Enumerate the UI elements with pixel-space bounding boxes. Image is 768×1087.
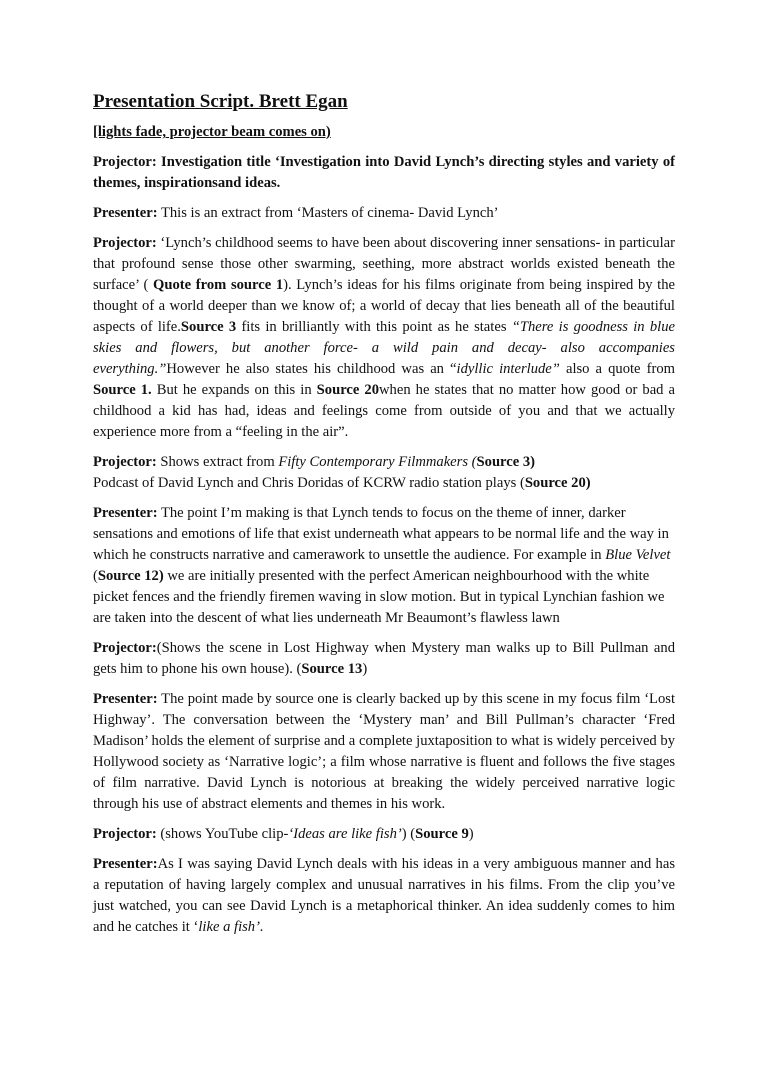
- source-reference: Source 13: [301, 661, 363, 677]
- stage-direction: [93, 122, 675, 143]
- speaker-label: Presenter:: [93, 691, 158, 707]
- quote-text: like a fish’.: [198, 919, 264, 935]
- paragraph-presenter-extract: [93, 203, 675, 224]
- projector-title-text: Investigation title ‘Investigation into David Lynch’s directing styles and variety of themes, inspirationsand ideas.: [93, 154, 675, 191]
- speaker-label: Projector:: [93, 454, 157, 470]
- text-line: [93, 473, 675, 494]
- paragraph-text: (shows YouTube clip-: [156, 826, 289, 842]
- source-reference: Source 9: [415, 826, 469, 842]
- source-reference: Source 20): [524, 475, 591, 491]
- source-reference: Source 3: [180, 319, 237, 335]
- speaker-label: Projector:: [93, 640, 157, 656]
- page-title: Presentation Script. Brett Egan: [93, 91, 348, 112]
- source-reference: Quote from source 1: [153, 277, 284, 293]
- source-reference: Source 20: [316, 382, 380, 398]
- paragraph-presenter-ideas: [93, 854, 675, 938]
- source-reference: Source 1.: [93, 382, 152, 398]
- paragraph-text: Podcast of David Lynch and Chris Doridas of KCRW radio station plays (: [93, 475, 525, 491]
- source-reference: Source 3): [476, 454, 536, 470]
- paragraph-text: we are initially presented with the perfect American neighbourhood with the white picket fences and the friendly firemen waving in slow motion. But in typical Lynchian fashion we are taken into the descent of what lies underneath Mr Beaumont’s flawless lawn: [93, 568, 665, 626]
- paragraph-projector-title: [93, 152, 675, 194]
- paragraph-text: However he also states his childhood was an “: [166, 361, 457, 377]
- film-title: Blue Velvet: [605, 547, 671, 563]
- quote-text: idyllic interlude”: [456, 361, 560, 377]
- paragraph-text: ): [468, 826, 474, 842]
- speaker-label: Projector:: [93, 154, 157, 170]
- speaker-label: Presenter:: [93, 205, 158, 221]
- paragraph-projector-quote: [93, 233, 675, 443]
- book-title: Fifty Contemporary Filmmakers (: [278, 454, 477, 470]
- paragraph-text: fits in brilliantly with this point as he states: [236, 319, 512, 335]
- source-reference: Source 12): [97, 568, 164, 584]
- paragraph-presenter-point: [93, 503, 675, 629]
- paragraph-text: also a quote from: [559, 361, 675, 377]
- clip-title: ‘Ideas are like fish’: [288, 826, 402, 842]
- paragraph-text: This is an extract from ‘Masters of cinema- David Lynch’: [157, 205, 499, 221]
- paragraph-text: As I was saying David Lynch deals with his ideas in a very ambiguous manner and has a reputation of having largely complex and unusual narratives in his films. From the clip you’ve just watched, you can see David Lynch is a metaphorical thinker. An idea suddenly comes to him and he catches it ‘: [93, 856, 675, 935]
- paragraph-projector-extract: [93, 452, 675, 494]
- paragraph-presenter-lost-highway: [93, 689, 675, 815]
- paragraph-projector-scene: [93, 638, 675, 680]
- paragraph-text: The point made by source one is clearly backed up by this scene in my focus film ‘Lost Highway’. The conversation between the ‘Mystery man’ and Bill Pullman’s character ‘Fred Madison’ holds the element of surprise and a complete juxtaposition to what is widely perceived by Hollywood society as ‘Narrative logic’; a film whose narrative is fluent and follows the five stages of film narrative. David Lynch is notorious at breaking the widely perceived narrative logic through his use of abstract elements and themes in his work.: [93, 691, 675, 812]
- quote-text: “There is goodness in blue skies and flowers, but another force- a wild pain and decay- also accompanies everything.”: [93, 319, 675, 377]
- paragraph-text: ) (: [401, 826, 416, 842]
- document-page: [93, 90, 675, 947]
- paragraph-text: ). Lynch’s ideas for his films originate from being inspired by the thought of a world deeper than we know of; a world of decay that lies beneath all of the beautiful aspects of life.: [93, 277, 676, 335]
- paragraph-text: Shows extract from: [156, 454, 279, 470]
- speaker-label: Projector:: [93, 826, 157, 842]
- stage-direction-text: [lights fade, projector beam comes on): [93, 124, 331, 140]
- paragraph-text: The point I’m making is that Lynch tends to focus on the theme of inner, darker sensations and emotions of life that exist underneath what appears to be normal life and the way in which he constructs narrative and camerawork to unsettle the audience. For example in: [93, 505, 669, 563]
- paragraph-text: (Shows the scene in Lost Highway when Mystery man walks up to Bill Pullman and gets him to phone his own house). (: [93, 640, 675, 677]
- paragraph-text: But he expands on this in: [151, 382, 317, 398]
- paragraph-text: when he states that no matter how good or bad a childhood a kid has had, ideas and feelings come from outside of you and that we actually experience more from a “feeling in the air”.: [93, 382, 675, 440]
- paragraph-text: (: [93, 568, 98, 584]
- speaker-label: Presenter:: [93, 856, 158, 872]
- text-line: [93, 452, 675, 473]
- paragraph-projector-clip: [93, 824, 675, 845]
- speaker-label: Projector:: [93, 235, 157, 251]
- paragraph-text: ‘Lynch’s childhood seems to have been about discovering inner sensations- in particular that profound sense those other swarming, seething, more abstract worlds existed beneath the surface’ (: [93, 235, 675, 293]
- paragraph-text: ): [362, 661, 368, 677]
- speaker-label: Presenter:: [93, 505, 158, 521]
